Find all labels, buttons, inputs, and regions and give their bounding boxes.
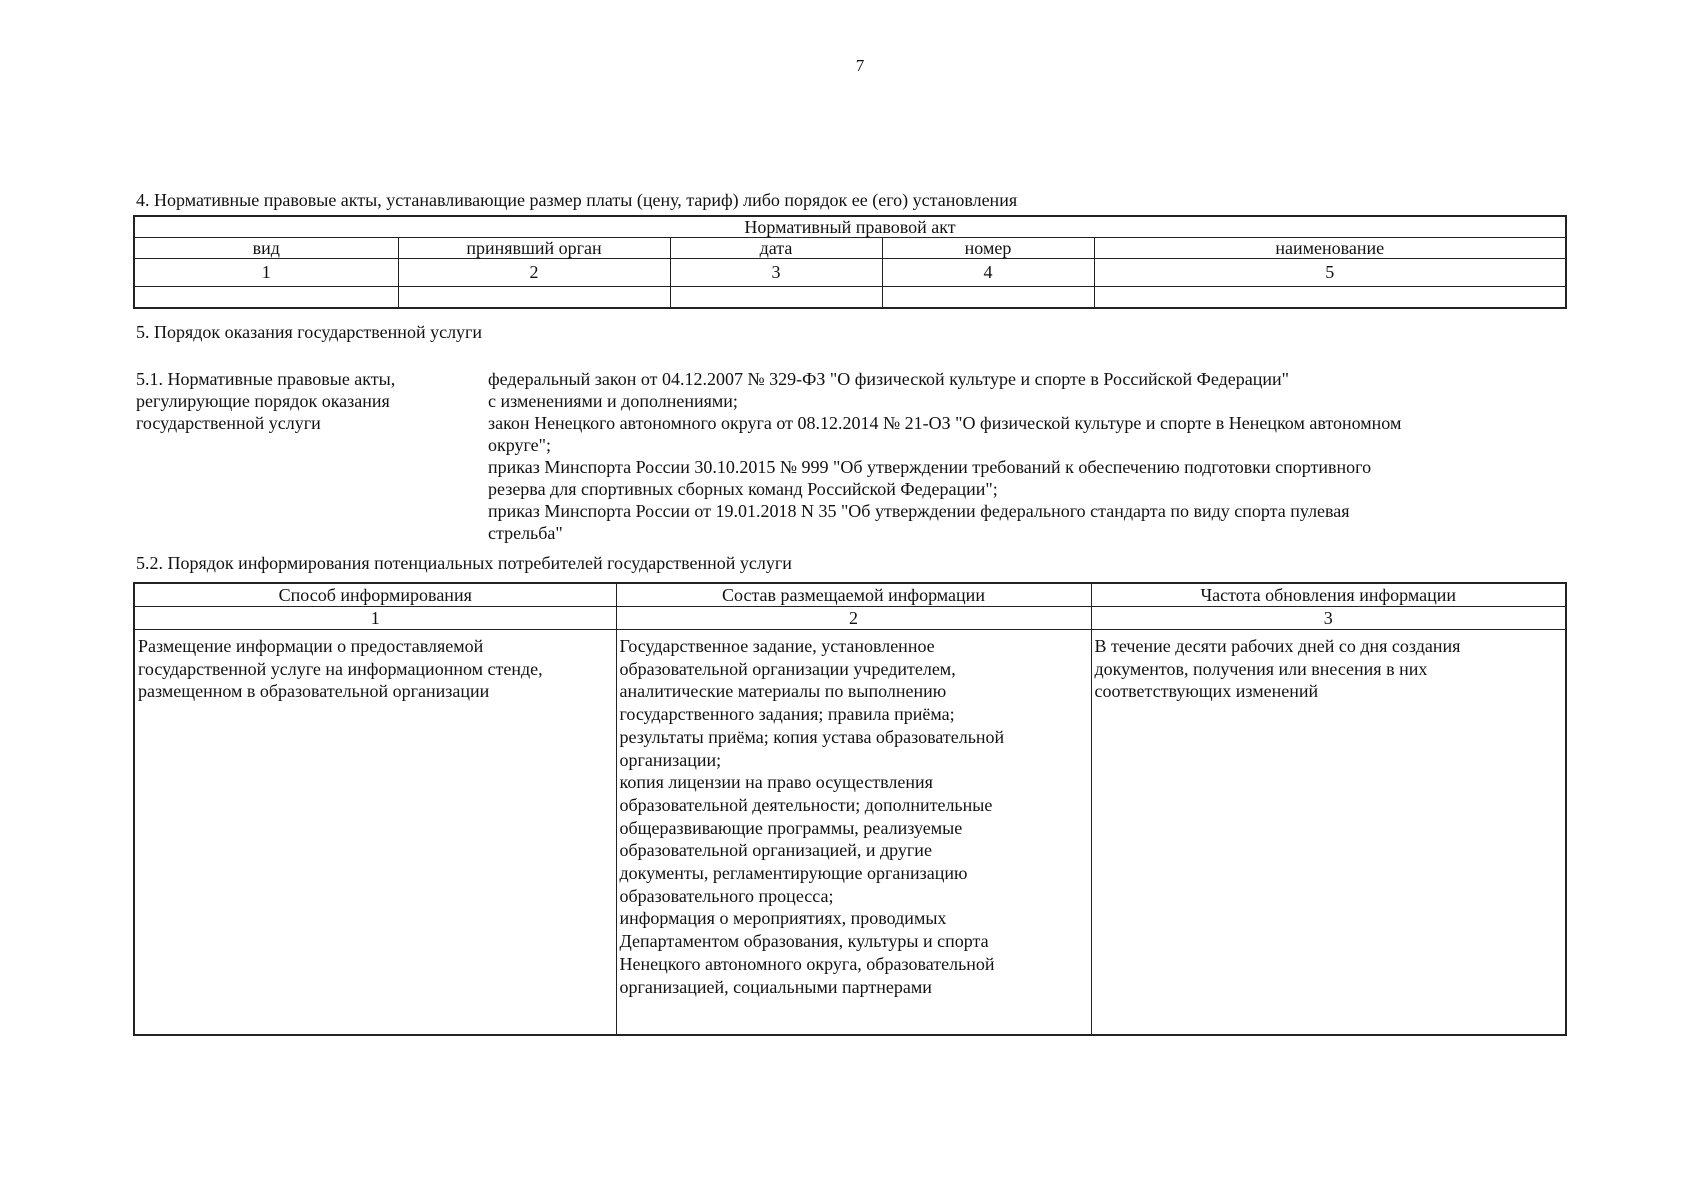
cell-line: размещенном в образовательной организации: [138, 681, 490, 702]
column-header: Способ информирования: [134, 583, 616, 607]
content-cell: [616, 630, 1091, 1036]
act-line: приказ Минспорта России от 19.01.2018 N 35 "Об утверждении федерального стандарта по виду спорта пулевая: [488, 501, 1350, 521]
column-number: 5: [1094, 259, 1566, 287]
cell-line: образовательной организации учредителем,: [619, 658, 956, 679]
cell-line: информация о мероприятиях, проводимых: [619, 908, 947, 929]
label-line: 5.1. Нормативные правовые акты,: [136, 369, 396, 389]
act-line: резерва для спортивных сборных команд Российской Федерации";: [488, 479, 998, 499]
column-number: 1: [134, 259, 398, 287]
table-row: [134, 630, 1566, 1036]
empty-cell: [882, 287, 1094, 309]
cell-line: Ненецкого автономного округа, образовательной: [619, 953, 995, 974]
cell-line: образовательной деятельности; дополнительные: [619, 794, 993, 815]
empty-cell: [1094, 287, 1566, 309]
subsection-5-2-heading: 5.2. Порядок информирования потенциальных потребителей государственной услуги: [136, 553, 792, 573]
cell-line: государственного задания; правила приёма;: [619, 704, 955, 725]
legal-acts-table: [133, 215, 1567, 309]
table-title: Нормативный правовой акт: [134, 216, 1566, 238]
subsection-5-1-label: [136, 368, 456, 434]
frequency-cell: [1091, 630, 1566, 1036]
section-4-heading: 4. Нормативные правовые акты, устанавливающие размер платы (цену, тариф) либо порядок ее (его) установления: [136, 190, 1018, 210]
column-header: Состав размещаемой информации: [616, 583, 1091, 607]
column-header: дата: [670, 238, 882, 259]
cell-line: образовательной организацией, и другие: [619, 840, 932, 861]
column-number: 1: [134, 607, 616, 630]
cell-line: Департаментом образования, культуры и спорта: [619, 931, 989, 952]
cell-line: копия лицензии на право осуществления: [619, 772, 933, 793]
column-number: 2: [616, 607, 1091, 630]
cell-line: документов, получения или внесения в них: [1094, 658, 1428, 679]
act-line: федеральный закон от 04.12.2007 № 329-ФЗ "О физической культуре и спорте в Российской Федерации": [488, 369, 1289, 389]
column-header: наименование: [1094, 238, 1566, 259]
column-number: 3: [1091, 607, 1566, 630]
column-header: вид: [134, 238, 398, 259]
column-number: 4: [882, 259, 1094, 287]
empty-cell: [670, 287, 882, 309]
column-header: номер: [882, 238, 1094, 259]
cell-line: соответствующих изменений: [1094, 681, 1319, 702]
label-line: регулирующие порядок оказания: [136, 391, 390, 411]
cell-line: аналитические материалы по выполнению: [619, 681, 947, 702]
cell-line: В течение десяти рабочих дней со дня создания: [1094, 636, 1461, 656]
empty-cell: [398, 287, 670, 309]
cell-line: общеразвивающие программы, реализуемые: [619, 817, 963, 838]
act-line: закон Ненецкого автономного округа от 08.12.2014 № 21-ОЗ "О физической культуре и спорте в Ненецком автономном: [488, 413, 1402, 433]
table-row: [134, 287, 1566, 309]
column-number: 2: [398, 259, 670, 287]
regulating-acts-list: [488, 368, 1568, 544]
column-header: Частота обновления информации: [1091, 583, 1566, 607]
act-line: приказ Минспорта России 30.10.2015 № 999 "Об утверждении требований к обеспечению подготовки спортивного: [488, 457, 1372, 477]
page-number: 7: [855, 56, 865, 75]
act-line: стрельба": [488, 523, 563, 543]
act-line: с изменениями и дополнениями;: [488, 391, 738, 411]
empty-cell: [134, 287, 398, 309]
method-cell: [134, 630, 616, 1036]
cell-line: документы, регламентирующие организацию: [619, 863, 968, 884]
column-number: 3: [670, 259, 882, 287]
act-line: округе";: [488, 435, 551, 455]
cell-line: Размещение информации о предоставляемой: [138, 636, 484, 656]
column-header: принявший орган: [398, 238, 670, 259]
cell-line: государственной услуге на информационном стенде,: [138, 658, 543, 679]
cell-line: образовательного процесса;: [619, 885, 834, 906]
cell-line: результаты приёма; копия устава образовательной: [619, 726, 1005, 747]
label-line: государственной услуги: [136, 413, 321, 433]
section-5-heading: 5. Порядок оказания государственной услуги: [136, 322, 483, 342]
cell-line: организацией, социальными партнерами: [619, 976, 932, 997]
cell-line: Государственное задание, установленное: [619, 636, 935, 656]
information-table: [133, 582, 1567, 1036]
cell-line: организации;: [619, 749, 722, 770]
